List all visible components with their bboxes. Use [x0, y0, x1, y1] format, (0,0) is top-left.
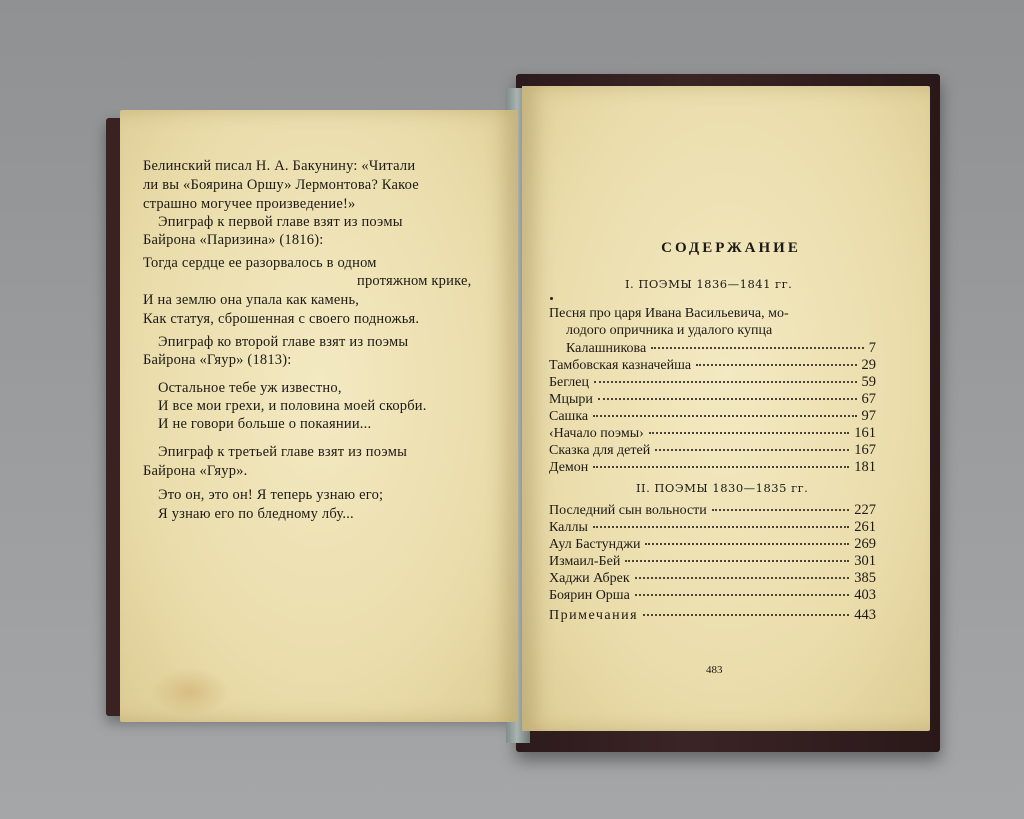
left-text-line: страшно могучее произведение!» — [143, 196, 356, 212]
left-text-line: Как статуя, сброшенная с своего подножья. — [143, 311, 420, 327]
left-text-line: Эпиграф к первой главе взят из поэмы — [158, 214, 403, 230]
toc-entry — [549, 519, 876, 537]
toc-entry-page: 67 — [861, 391, 876, 407]
toc-entry-title: Тамбовская казначейша — [549, 358, 692, 373]
page-number: 483 — [706, 664, 723, 676]
toc-leader — [593, 526, 849, 528]
toc-entry-page: 301 — [854, 553, 876, 569]
toc-entry-page: 97 — [861, 408, 876, 424]
left-text-line: Байрона «Паризина» (1816): — [143, 232, 324, 248]
toc-entry — [549, 502, 876, 520]
toc-leader — [712, 509, 849, 511]
toc-entry-page: 385 — [854, 570, 876, 586]
left-text-line: Тогда сердце ее разорвалось в одном — [143, 255, 377, 271]
toc-entry-page: 227 — [854, 502, 876, 518]
toc-entry — [549, 442, 876, 460]
toc-entry — [549, 374, 876, 392]
toc-entry-page: 403 — [854, 587, 876, 603]
page-speck — [550, 297, 553, 300]
left-text-line: протяжном крике, — [357, 273, 472, 289]
left-text-line: Эпиграф ко второй главе взят из поэмы — [158, 334, 409, 350]
toc-entry-title: Каллы — [549, 520, 588, 535]
toc-entry-page: 161 — [854, 425, 876, 441]
page-stain — [150, 668, 230, 716]
toc-leader — [598, 398, 857, 400]
toc-entry-page: 7 — [868, 340, 876, 356]
toc-leader — [635, 594, 849, 596]
toc-entry-page: 443 — [854, 607, 876, 623]
left-text-line: ли вы «Боярина Оршу» Лермонтова? Какое — [143, 177, 419, 193]
toc-entry-title: Сказка для детей — [549, 443, 651, 458]
toc-leader — [651, 347, 864, 349]
left-text-line: Остальное тебе уж известно, — [158, 380, 342, 396]
left-text-line: Белинский писал Н. А. Бакунину: «Читали — [143, 158, 416, 174]
toc-entry-title: Калашникова — [566, 341, 647, 356]
left-text-line: И на землю она упала как камень, — [143, 292, 360, 308]
toc-entry-title: Демон — [549, 460, 589, 475]
left-text-line: Байрона «Гяур» (1813): — [143, 352, 292, 368]
toc-entry-page: 261 — [854, 519, 876, 535]
toc-entry-line: Песня про царя Ивана Васильевича, мо- — [549, 306, 789, 321]
toc-entry-title: Аул Бастунджи — [549, 537, 641, 552]
toc-leader — [594, 381, 857, 383]
toc-entry — [549, 408, 876, 426]
toc-entry-title: Сашка — [549, 409, 589, 424]
toc-leader — [625, 560, 849, 562]
toc-leader — [593, 415, 856, 417]
left-text-line: И все мои грехи, и половина моей скорби. — [158, 398, 427, 414]
toc-entry-title: Мцыри — [549, 392, 593, 407]
left-text-line: Это он, это он! Я теперь узнаю его; — [158, 487, 384, 503]
toc-entry-page: 167 — [854, 442, 876, 458]
toc-entry — [549, 553, 876, 571]
toc-entry-title: Измаил-Бей — [549, 554, 621, 569]
toc-entry-line: лодого опричника и удалого купца — [566, 323, 773, 338]
toc-entry — [549, 391, 876, 409]
toc-entry-page: 59 — [861, 374, 876, 390]
toc-entry-page: 181 — [854, 459, 876, 475]
toc-entry — [549, 357, 876, 375]
toc-leader — [645, 543, 849, 545]
toc-leader — [696, 364, 856, 366]
toc-entry-notes — [549, 607, 876, 625]
toc-entry-title: Примечания — [549, 608, 639, 623]
toc-leader — [593, 466, 849, 468]
left-text-line: Я узнаю его по бледному лбу... — [158, 506, 354, 522]
toc-entry — [566, 340, 876, 358]
toc-entry-title: ‹Начало поэмы› — [549, 426, 644, 441]
toc-leader — [635, 577, 850, 579]
toc-leader — [649, 432, 849, 434]
section-heading-1: I. ПОЭМЫ 1836—1841 гг. — [625, 277, 793, 291]
toc-entry — [549, 425, 876, 443]
left-text-line: И не говори больше о покаянии... — [158, 416, 372, 432]
toc-entry-page: 269 — [854, 536, 876, 552]
toc-entry — [549, 536, 876, 554]
toc-entry — [549, 587, 876, 605]
section-heading-2: II. ПОЭМЫ 1830—1835 гг. — [636, 481, 809, 495]
toc-entry-title: Боярин Орша — [549, 588, 630, 603]
toc-entry-title: Последний сын вольности — [549, 503, 707, 518]
left-text-line: Эпиграф к третьей главе взят из поэмы — [158, 444, 408, 460]
toc-entry — [549, 570, 876, 588]
toc-leader — [643, 614, 849, 616]
toc-leader — [655, 449, 849, 451]
contents-title: СОДЕРЖАНИЕ — [661, 240, 801, 256]
left-text-line: Байрона «Гяур». — [143, 463, 248, 479]
toc-entry-page: 29 — [861, 357, 876, 373]
toc-entry-title: Беглец — [549, 375, 589, 390]
toc-entry-title: Хаджи Абрек — [549, 571, 630, 586]
toc-entry — [549, 459, 876, 477]
